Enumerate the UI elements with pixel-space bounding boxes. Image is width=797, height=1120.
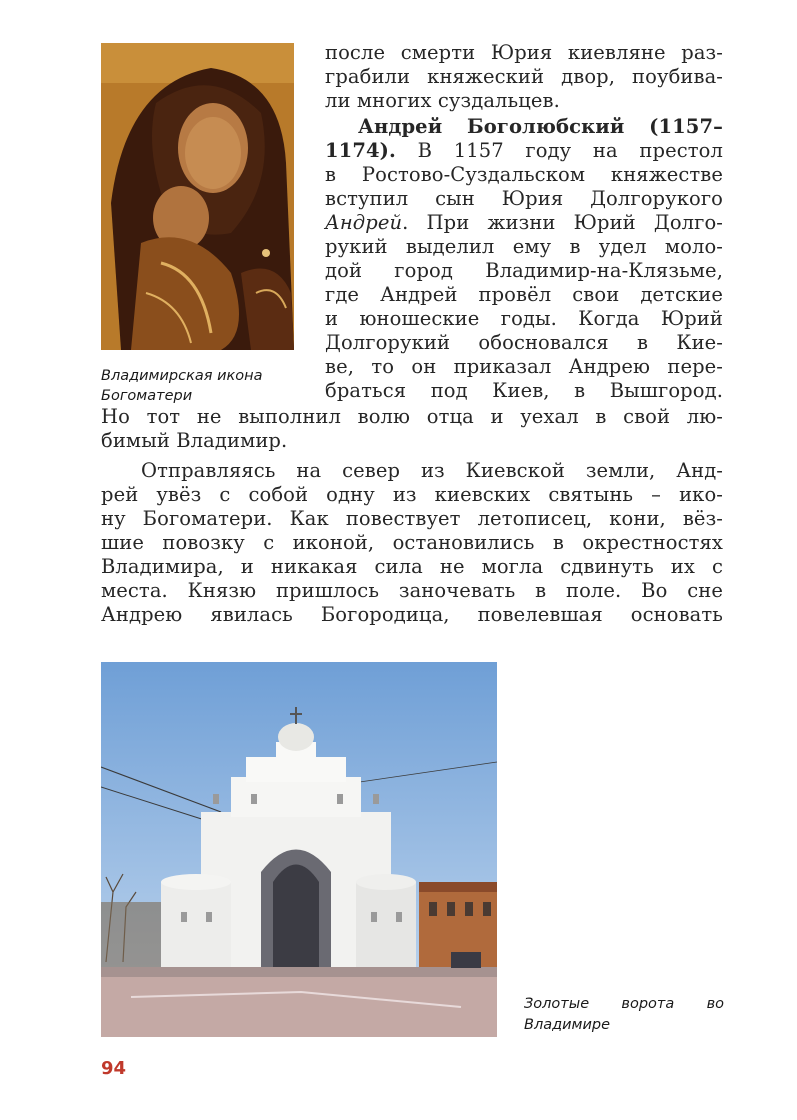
text-line: Отправляясь на север из Киевской земли, Анд- (141, 459, 723, 482)
name-andrey: Андрей (325, 211, 403, 234)
text-line: бимый Владимир. (101, 429, 288, 452)
page-number: 94 (101, 1058, 127, 1079)
heading-years-end: 1174). (325, 139, 396, 162)
text-line: рей увёз с собой одну из киевских святынь – ико- (101, 483, 723, 506)
icon-caption (101, 366, 316, 406)
icon-caption-line-1: Владимирская икона (101, 368, 263, 384)
text-line: грабили княжеский двор, поубива- (325, 65, 723, 88)
text-segment: В 1157 году на престол (395, 139, 723, 162)
text-line: места. Князю пришлось заночевать в поле. Во сне (101, 579, 723, 602)
icon-caption-line-2: Богоматери (101, 388, 193, 404)
text-line (325, 211, 723, 235)
vladimir-icon-image (101, 43, 294, 350)
text-line: ну Богоматери. Как повествует летописец, кони, вёз- (101, 507, 723, 530)
text-line: где Андрей провёл свои детские (325, 283, 723, 306)
golden-gate-photo (101, 662, 497, 1037)
text-line: вступил сын Юрия Долгорукого (325, 187, 723, 210)
gate-caption (524, 994, 724, 1036)
text-line: ве, то он приказал Андрею пере- (325, 355, 723, 378)
text-line: рукий выделил ему в удел моло- (325, 235, 723, 258)
text-line: Андрею явилась Богородица, повелевшая основать (101, 603, 723, 626)
gate-caption-line-1: Золотые ворота во (524, 996, 724, 1012)
text-line: Долгорукий обосновался в Кие- (325, 331, 723, 354)
text-line: ли многих суздальцев. (325, 89, 560, 112)
text-line: и юношеские годы. Когда Юрий (325, 307, 723, 330)
text-line: в Ростово-Суздальском княжестве (325, 163, 723, 186)
text-line (325, 139, 723, 163)
section-heading: Андрей Боголюбский (1157– (358, 115, 723, 138)
gate-caption-line-2: Владимире (524, 1017, 611, 1033)
text-line: Но тот не выполнил волю отца и уехал в свой лю- (101, 405, 723, 428)
text-line: после смерти Юрия киевляне раз- (325, 41, 723, 64)
text-line: Владимира, и никакая сила не могла сдвинуть их с (101, 555, 723, 578)
text-line: шие повозку с иконой, остановились в окрестностях (101, 531, 723, 554)
text-line: дой город Владимир-на-Клязьме, (325, 259, 723, 282)
text-segment: . При жизни Юрий Долго- (402, 211, 723, 234)
text-line: браться под Киев, в Вышгород. (325, 379, 723, 402)
